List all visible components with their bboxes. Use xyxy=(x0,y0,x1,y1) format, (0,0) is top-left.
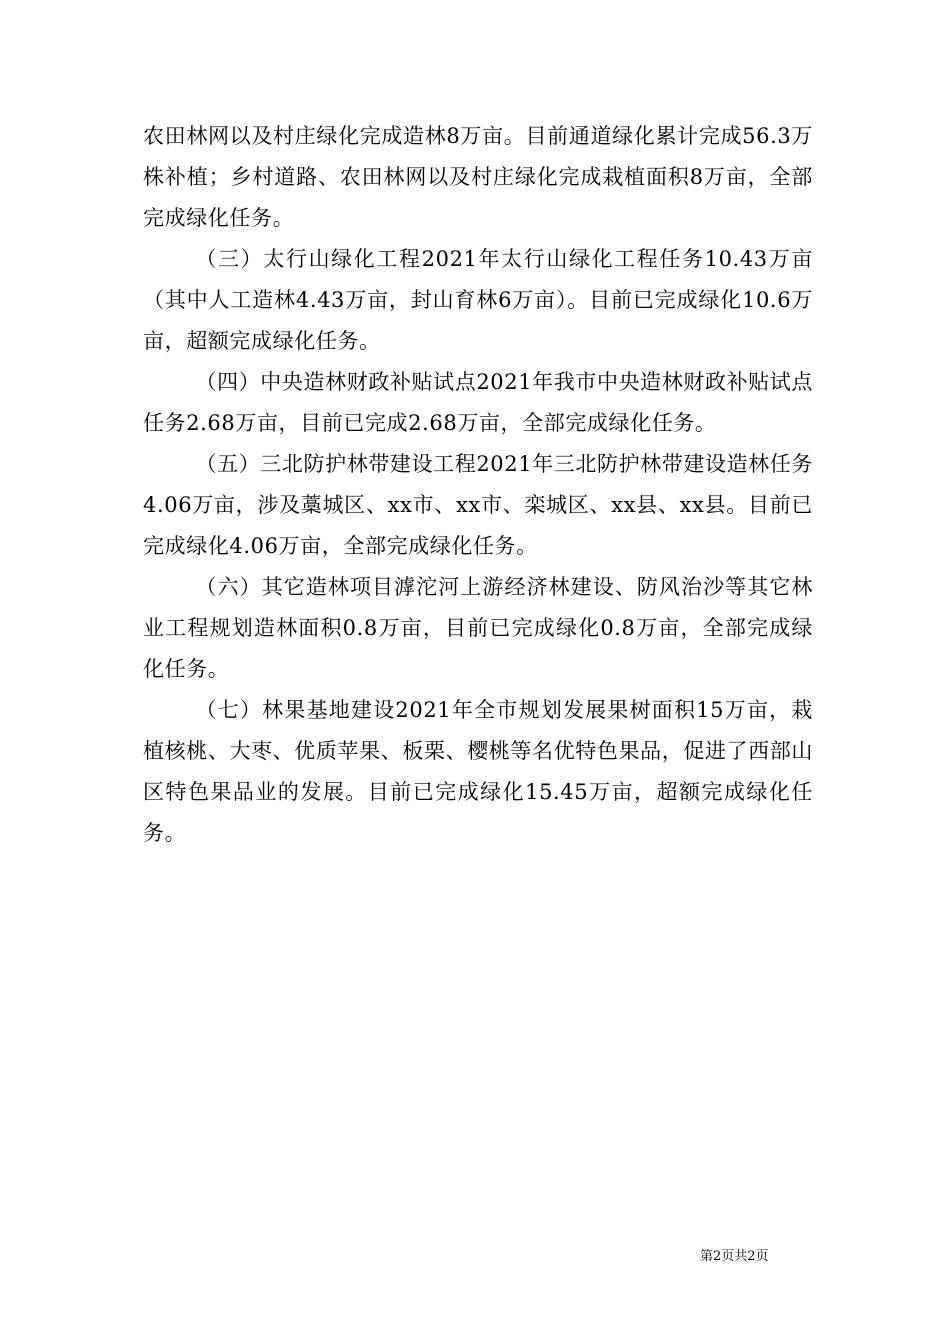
paragraph-three-north-shelterbelt: （五）三北防护林带建设工程2021年三北防护林带建设造林任务4.06万亩，涉及藁城区、xx市、xx市、栾城区、xx县、xx县。目前已完成绿化4.06万亩，全部完成绿化任务。 xyxy=(143,452,813,558)
paragraph-orchard-base: （七）林果基地建设2021年全市规划发展果树面积15万亩，栽植核桃、大枣、优质苹果、板栗、樱桃等名优特色果品，促进了西部山区特色果品业的发展。目前已完成绿化15.45万亩，超额完成绿化任务。 xyxy=(143,698,813,845)
paragraph-other-projects: （六）其它造林项目滹沱河上游经济林建设、防风治沙等其它林业工程规划造林面积0.8万亩，目前已完成绿化0.8万亩，全部完成绿化任务。 xyxy=(143,575,813,681)
paragraph-continuation: 农田林网以及村庄绿化完成造林8万亩。目前通道绿化累计完成56.3万株补植；乡村道路、农田林网以及村庄绿化完成栽植面积8万亩，全部完成绿化任务。 xyxy=(143,124,813,230)
page-number-footer: 第2页共2页 xyxy=(700,1249,769,1264)
document-body xyxy=(143,116,813,854)
paragraph-central-subsidy: （四）中央造林财政补贴试点2021年我市中央造林财政补贴试点任务2.68万亩，目前已完成2.68万亩，全部完成绿化任务。 xyxy=(143,370,813,435)
paragraph-taihang-greening: （三）太行山绿化工程2021年太行山绿化工程任务10.43万亩（其中人工造林4.43万亩，封山育林6万亩）。目前已完成绿化10.6万亩，超额完成绿化任务。 xyxy=(143,247,813,353)
